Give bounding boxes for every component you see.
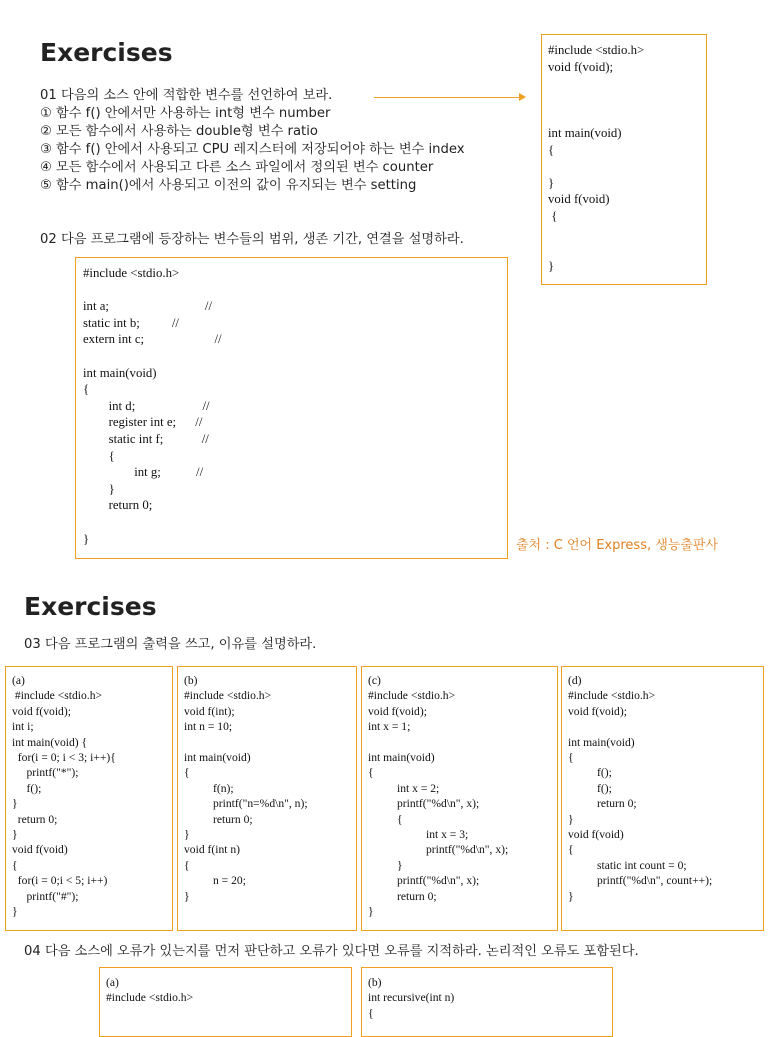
q03-box-d: [561, 666, 764, 931]
q03-box-b: [177, 666, 357, 931]
source-credit: 출처 : C 언어 Express, 생능출판사: [516, 538, 719, 553]
section1-title: Exercises: [40, 38, 173, 67]
q04-box-a: [99, 967, 352, 1037]
q01-item-4: ④ 모든 함수에서 사용되고 다른 소스 파일에서 정의된 변수 counter: [40, 160, 434, 175]
q01-code-box: [541, 34, 707, 285]
q04-heading: 04 다음 소스에 오류가 있는지를 먼저 판단하고 오류가 있다면 오류를 지적하라. 논리적인 오류도 포함된다.: [24, 944, 639, 959]
arrow-head-icon: [519, 93, 526, 101]
q03-code-c: (c) #include <stdio.h> void f(void); int x = 1; int main(void) { int x = 2; printf("%d\n", x); { int x = 3; printf("%d\n", x); } printf("%d\n", x); return 0; }: [368, 674, 509, 919]
q01-item-5: ⑤ 함수 main()에서 사용되고 이전의 값이 유지되는 변수 setting: [40, 178, 417, 193]
q03-code-b: (b) #include <stdio.h> void f(int); int n = 10; int main(void) { f(n); printf("n=%d\n", n); return 0; } void f(int n) { n = 20; }: [184, 674, 308, 903]
q01-code: #include <stdio.h> void f(void); int main(void) { } void f(void) { }: [548, 43, 645, 273]
q03-box-c: [361, 666, 558, 931]
q03-code-a: (a) #include <stdio.h> void f(void); int i; int main(void) { for(i = 0; i < 3; i++){ printf("*"); f(); } return 0; } void f(void) { for(i = 0;i < 5; i++) printf("#"); }: [12, 674, 116, 919]
section2-title: Exercises: [24, 592, 157, 621]
q03-code-d: (d) #include <stdio.h> void f(void); int main(void) { f(); f(); return 0; } void f(void) { static int count = 0; printf("%d\n", count++); }: [568, 674, 713, 903]
q03-heading: 03 다음 프로그램의 출력을 쓰고, 이유를 설명하라.: [24, 637, 317, 652]
q01-heading: 01 다음의 소스 안에 적합한 변수를 선언하여 보라.: [40, 88, 333, 103]
q03-box-a: [5, 666, 173, 931]
q01-item-2: ② 모든 함수에서 사용하는 double형 변수 ratio: [40, 124, 318, 139]
q04-code-a: (a) #include <stdio.h>: [106, 976, 194, 1005]
arrow-line: [374, 97, 520, 98]
q01-item-1: ① 함수 f() 안에서만 사용하는 int형 변수 number: [40, 106, 331, 121]
q01-item-3: ③ 함수 f() 안에서 사용되고 CPU 레지스터에 저장되어야 하는 변수 index: [40, 142, 465, 157]
q02-code-box: [75, 257, 508, 559]
q04-box-b: [361, 967, 613, 1037]
q04-code-b: (b) int recursive(int n) {: [368, 976, 455, 1020]
q02-heading: 02 다음 프로그램에 등장하는 변수들의 범위, 생존 기간, 연결을 설명하라.: [40, 232, 464, 247]
q02-code: #include <stdio.h> int a; // static int b; // extern int c; // int main(void) { int d; // register int e; // static int f; // { int g; // } return 0; }: [83, 266, 222, 546]
